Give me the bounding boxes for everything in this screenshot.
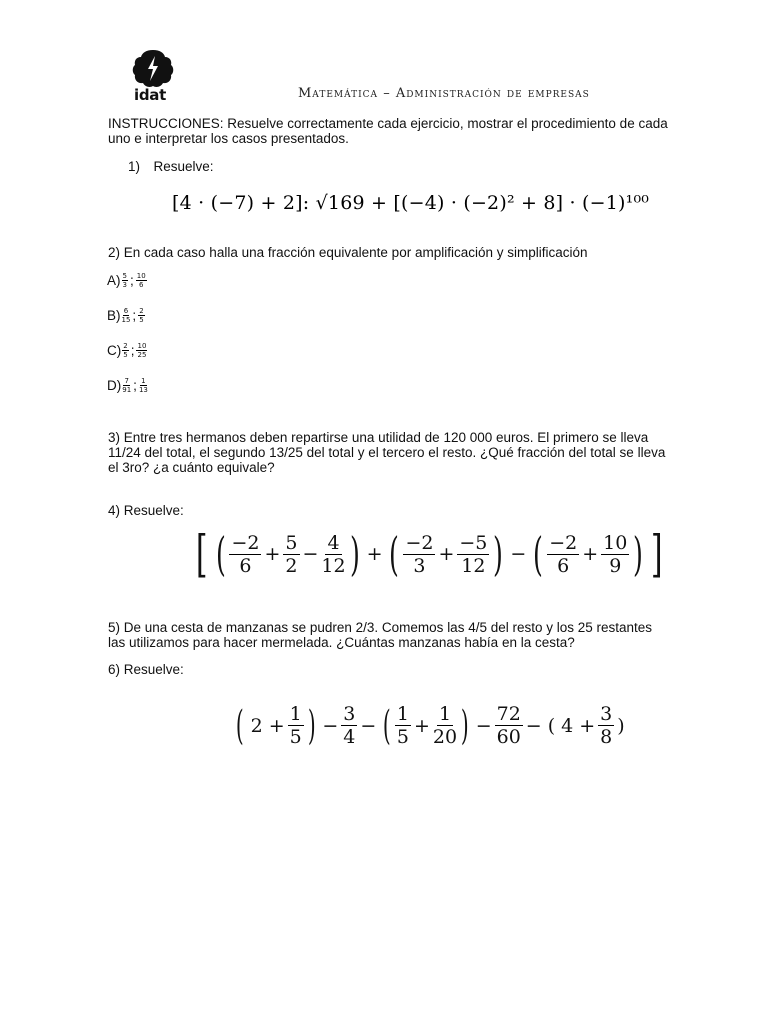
numerator: 72 xyxy=(496,703,521,725)
numerator: 2 xyxy=(139,307,144,315)
q3-text: 3) Entre tres hermanos deben repartirse una utilidad de 120 000 euros. El primero se lleva 11/24 del total, el segundo 13/25 del total y el tercero el resto. ¿Qué fracción del total se lleva el 3ro? ¿a cuánto equivale? xyxy=(108,430,666,475)
numerator: 10 xyxy=(603,531,628,554)
numerator: 3 xyxy=(600,703,613,725)
fraction xyxy=(288,703,304,748)
logo-text: idat xyxy=(134,86,166,104)
denominator: 3 xyxy=(122,281,127,289)
q2-item-d: D) $\frac{7}{91}$ ; $\frac{1}{13}$ xyxy=(107,377,148,394)
fraction xyxy=(122,307,131,324)
q2-item-a: A) $\frac{5}{3}$ ; $\frac{10}{6}$ xyxy=(107,272,146,289)
numerator: −2 xyxy=(549,531,578,554)
denominator: 2 xyxy=(285,554,298,577)
denominator: 6 xyxy=(557,554,570,577)
denominator: 12 xyxy=(461,554,486,577)
numerator: −5 xyxy=(459,531,488,554)
denominator: 60 xyxy=(496,726,521,748)
q4-label: 4) Resuelve: xyxy=(108,503,184,518)
numerator: −2 xyxy=(231,531,260,554)
fraction xyxy=(547,532,579,577)
brain-icon xyxy=(128,48,178,90)
numerator: 2 xyxy=(123,342,128,350)
denominator: 25 xyxy=(137,351,147,359)
denominator: 3 xyxy=(413,554,426,577)
fraction xyxy=(457,532,489,577)
fraction xyxy=(403,532,435,577)
q2-label: 2) En cada caso halla una fracción equivalente por amplificación y simplificación xyxy=(108,245,588,260)
denominator: 6 xyxy=(239,554,252,577)
fraction xyxy=(136,342,147,359)
numerator: 10 xyxy=(137,342,147,350)
numerator: 3 xyxy=(343,703,356,725)
q6-label: 6) Resuelve: xyxy=(108,662,184,677)
denominator: 15 xyxy=(121,316,131,324)
q2-item-b: B) $\frac{6}{15}$ ; $\frac{2}{5}$ xyxy=(107,307,144,324)
numerator: 6 xyxy=(123,307,129,315)
denominator: 4 xyxy=(343,726,356,748)
denominator: 91 xyxy=(122,386,132,394)
fraction xyxy=(321,532,345,577)
page-header-title: Matemática – Administración de empresas xyxy=(298,86,590,101)
denominator: 5 xyxy=(396,726,409,748)
fraction xyxy=(495,703,523,748)
numerator: 7 xyxy=(124,377,129,385)
integer: 4 xyxy=(561,714,574,737)
q2-item-letter: D) xyxy=(107,378,122,393)
numerator: 1 xyxy=(438,703,452,725)
q2-item-letter: A) xyxy=(107,273,121,288)
numerator: 1 xyxy=(396,703,409,725)
denominator: 13 xyxy=(138,386,148,394)
q1-label: 1) Resuelve: xyxy=(128,159,214,174)
denominator: 5 xyxy=(289,726,302,748)
numerator: 10 xyxy=(136,272,146,280)
fraction xyxy=(341,703,357,748)
numerator: 1 xyxy=(289,703,302,725)
q2-item-letter: C) xyxy=(107,343,122,358)
q1-expression: [4 · (−7) + 2]: √169 + [(−4) · (−2)² + 8] · (−1)¹⁰⁰ xyxy=(172,192,650,214)
fraction xyxy=(229,532,261,577)
denominator: 8 xyxy=(600,726,613,748)
numerator: 5 xyxy=(285,531,298,554)
denominator: 6 xyxy=(138,281,144,289)
q5-text: 5) De una cesta de manzanas se pudren 2/3. Comemos las 4/5 del resto y los 25 restantes las utilizamos para hacer mermelada. ¿Cuántas manzanas había en la cesta? xyxy=(108,620,653,650)
fraction xyxy=(601,532,629,577)
q2-item-c: C) $\frac{2}{5}$ ; $\frac{10}{25}$ xyxy=(107,342,147,359)
denominator: 12 xyxy=(321,554,346,577)
numerator: 4 xyxy=(327,531,340,554)
q2-item-letter: B) xyxy=(107,308,121,323)
numerator: 1 xyxy=(141,377,146,385)
fraction xyxy=(122,377,131,394)
fraction xyxy=(395,703,411,748)
fraction xyxy=(136,272,147,289)
fraction xyxy=(598,703,614,748)
q6-expression: ( 2 + $\frac{1}{5}$ ) − $\frac{3}{4}$ − ( $\frac{1}{5}$ + $\frac{1}{20}$ ) − $\frac{72}{60}$ − ( 4 + $\frac{3}{8}$ ) xyxy=(235,702,625,749)
fraction xyxy=(139,377,148,394)
fraction xyxy=(433,703,457,748)
instructions: INSTRUCCIONES: Resuelve correctamente cada ejercicio, mostrar el procedimiento de cada uno e interpretar los casos presentados. xyxy=(108,116,668,146)
integer: 2 xyxy=(250,714,263,737)
fraction xyxy=(122,272,128,289)
denominator: 20 xyxy=(432,726,458,748)
fraction xyxy=(122,342,128,359)
q4-expression: [ ( $\frac{-2}{6}$ + $\frac{5}{2}$ − $\frac{4}{12}$ ) + ( $\frac{-2}{3}$ + $\frac{-5}{12}$ ) − ( $\frac{-2}{6}$ + $\frac{10}{9}$ ) ] xyxy=(195,525,663,583)
denominator: 5 xyxy=(123,351,128,359)
fraction xyxy=(138,307,144,324)
denominator: 5 xyxy=(139,316,144,324)
fraction xyxy=(283,532,299,577)
numerator: 5 xyxy=(122,272,127,280)
denominator: 9 xyxy=(609,554,622,577)
numerator: −2 xyxy=(405,531,434,554)
